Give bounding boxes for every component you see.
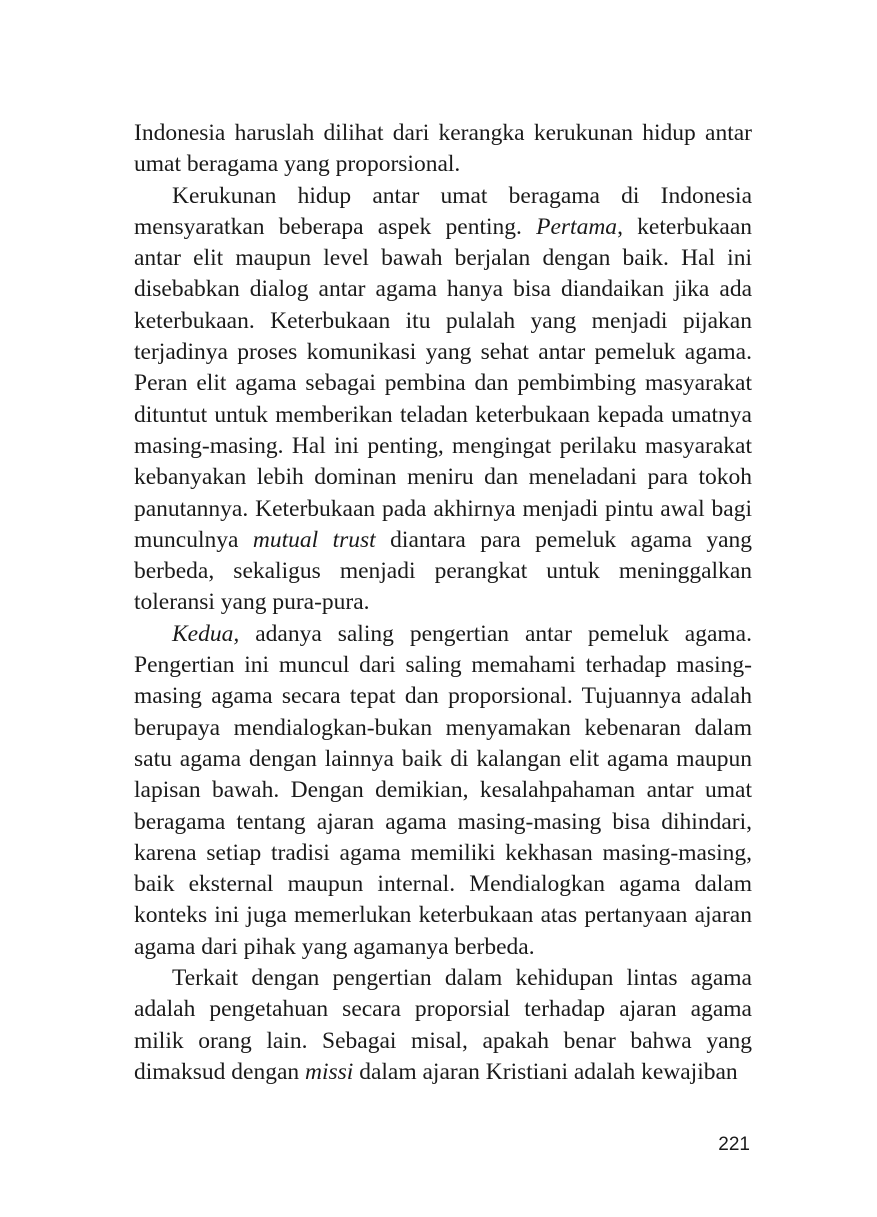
italic-term-missi: missi <box>305 1058 354 1085</box>
paragraph-terkait <box>134 963 752 1088</box>
page-number: 221 <box>718 1134 750 1155</box>
italic-term-pertama: Pertama <box>536 213 618 240</box>
paragraph-kedua <box>134 619 752 963</box>
italic-term-kedua: Kedua, <box>172 620 240 647</box>
paragraph-continuation <box>134 118 752 181</box>
paragraph-text: diantara para pemeluk agama yang berbeda, sekaligus menjadi perangkat untuk meninggalkan toleransi yang pura-pura. <box>134 526 753 616</box>
italic-term-mutual-trust: mutual trust <box>252 526 376 553</box>
page-body <box>134 118 752 1088</box>
paragraph-text: Kerukunan hidup antar umat beragama di Indonesia mensyaratkan beberapa aspek penting. <box>134 182 752 240</box>
paragraph-text: Indonesia haruslah dilihat dari kerangka kerukunan hidup antar umat beragama yang proporsional. <box>134 120 752 178</box>
paragraph-text: Terkait dengan pengertian dalam kehidupan lintas agama adalah pengetahuan secara proporsial terhadap ajaran agama milik orang lain. Sebagai misal, apakah benar bahwa yang dimaksud dengan <box>134 965 752 1085</box>
paragraph-text: dalam ajaran Kristiani adalah kewajiban <box>353 1058 738 1085</box>
paragraph-text: , keterbukaan antar elit maupun level bawah berjalan dengan baik. Hal ini disebabkan dialog antar agama hanya bisa diandaikan jika ada keterbukaan. Keterbukaan itu pulalah yang menjadi pijakan terjadinya proses komunikasi yang sehat antar pemeluk agama. Peran elit agama sebagai pembina dan pembimbing masyarakat dituntut untuk memberikan teladan keterbukaan kepada umatnya masing-masing. Hal ini penting, mengingat perilaku masyarakat kebanyakan lebih dominan meniru dan meneladani para tokoh panutannya. Keterbukaan pada akhirnya menjadi pintu awal bagi munculnya <box>134 213 753 553</box>
paragraph-text: adanya saling pengertian antar pemeluk agama. Pengertian ini muncul dari saling memahami terhadap masing-masing agama secara tepat dan proporsional. Tujuannya adalah berupaya mendialogkan-bukan menyamakan kebenaran dalam satu agama dengan lainnya baik di kalangan elit agama maupun lapisan bawah. Dengan demikian, kesalahpahaman antar umat beragama tentang ajaran agama masing-masing bisa dihindari, karena setiap tradisi agama memiliki kekhasan masing-masing, baik eksternal maupun internal. Mendialogkan agama dalam konteks ini juga memerlukan keterbukaan atas pertanyaan ajaran agama dari pihak yang agamanya berbeda. <box>134 620 752 960</box>
paragraph-pertama <box>134 181 752 619</box>
